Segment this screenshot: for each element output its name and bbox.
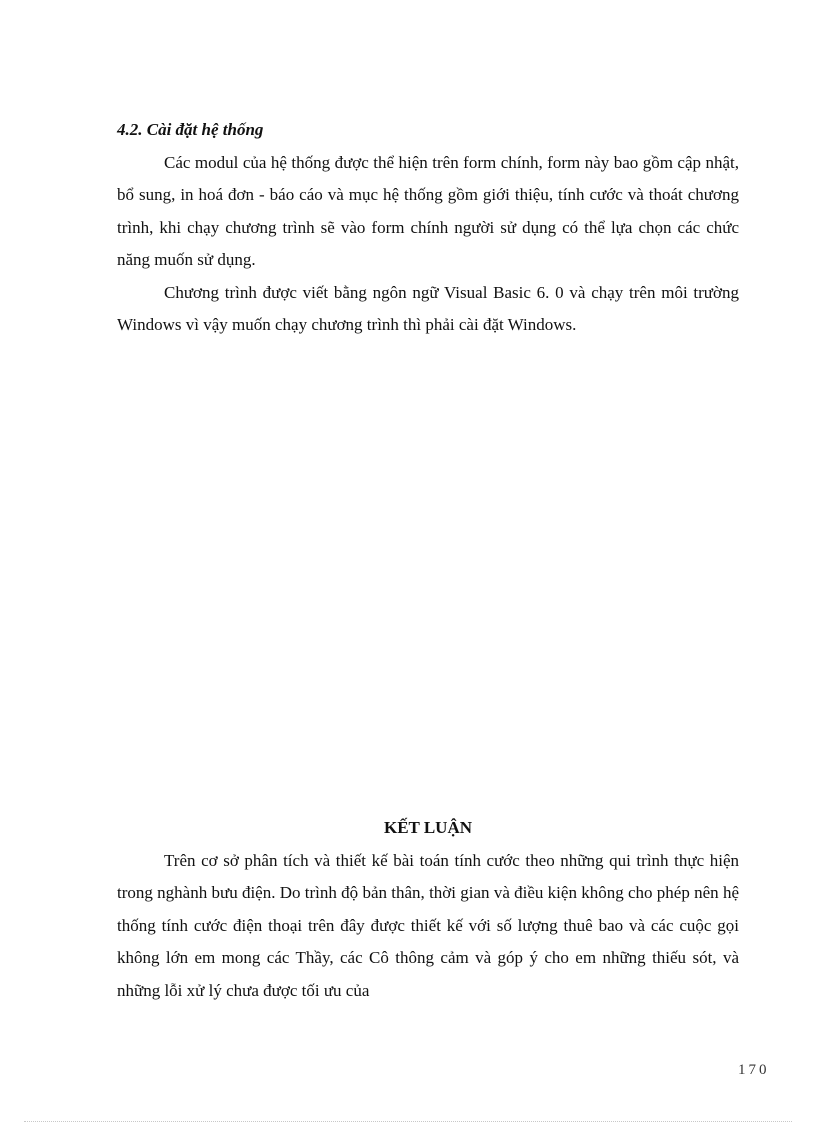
page-number: 170 [738,1062,770,1074]
section-paragraph-1: Các modul của hệ thống được thể hiện trên form chính, form này bao gồm cập nhật, bổ sung, in hoá đơn - báo cáo và mục hệ thống gồm giới thiệu, tính cước và thoát chương trình, khi chạy chương trình sẽ vào form chính người sử dụng có thể lựa chọn các chức năng muốn sử dụng. [117,153,739,270]
section-body [117,147,739,341]
section-paragraph-2: Chương trình được viết bằng ngôn ngữ Visual Basic 6. 0 và chạy trên môi trường Windows vì vậy muốn chạy chương trình thì phải cài đặt Windows. [117,282,739,335]
conclusion-body [117,845,739,1007]
footer-divider [24,1121,792,1122]
conclusion-title: KẾT LUẬN [383,818,472,837]
conclusion-paragraph: Trên cơ sở phân tích và thiết kế bài toán tính cước theo những qui trình thực hiện trong nghành bưu điện. Do trình độ bản thân, thời gian và điều kiện không cho phép nên hệ thống tính cước điện thoại trên đây được thiết kế với số lượng thuê bao và các cuộc gọi không lớn em mong các Thầy, các Cô thông cảm và góp ý cho em những thiếu sót, và những lỗi xử lý chưa được tối ưu của [117,851,739,1000]
section-heading: 4.2. Cài đặt hệ thống [117,120,264,139]
